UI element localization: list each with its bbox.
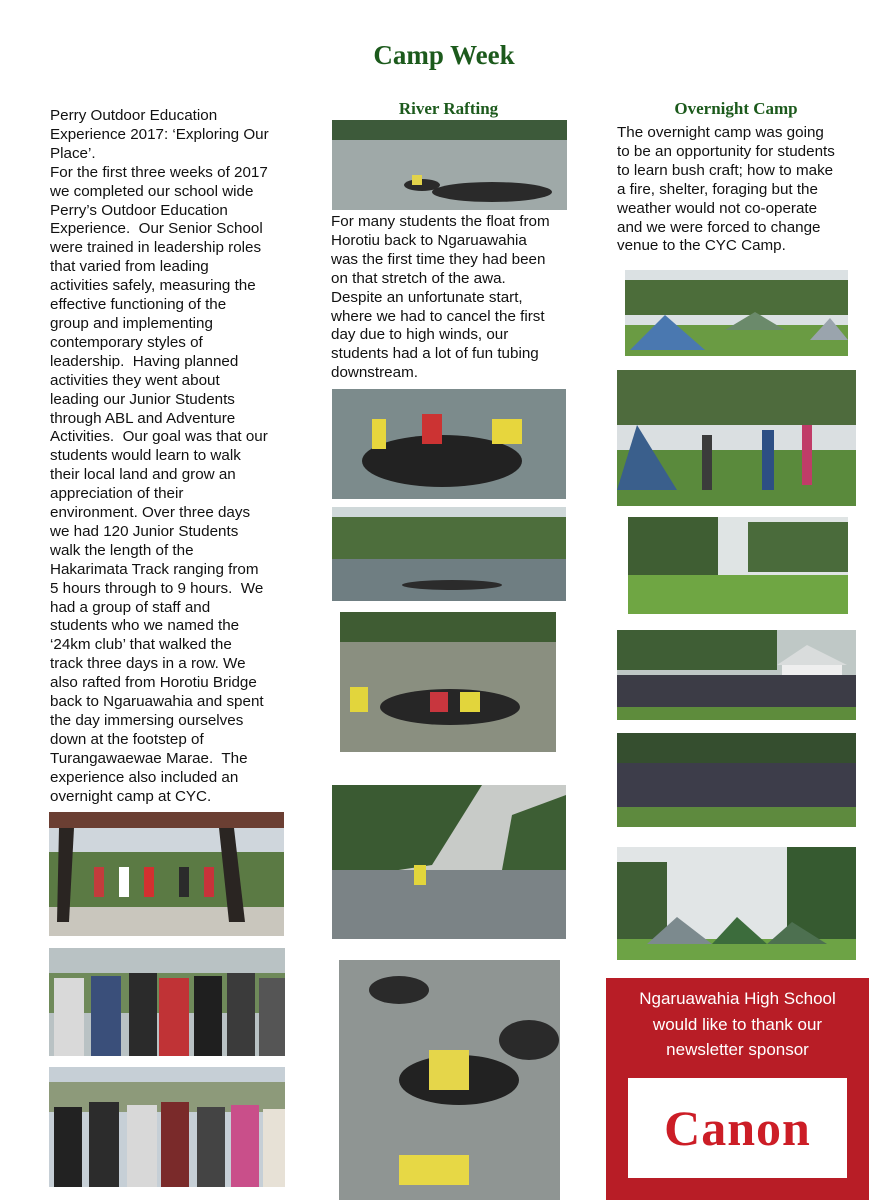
photo-camp-field-students [617,370,856,506]
photo-river-float-1 [332,120,567,210]
canon-logo: Canon [664,1100,811,1156]
river-rafting-heading: River Rafting [398,99,499,118]
photo-camp-group-house [617,630,856,720]
overnight-camp-text: The overnight camp was going to be an opportunity for students to learn bush craft; how to make a fire, shelter, foraging but the weather would not co-operate and we were forced to change venue to the CYC Camp. [617,124,835,255]
photo-students-lookout [49,1067,285,1187]
photo-students-group-bush [49,948,285,1056]
photo-river-tubing-2 [340,612,556,752]
photo-camp-large-group [617,733,856,827]
photo-group-at-gateway [49,812,284,936]
photo-river-wide-1 [332,507,566,601]
sponsor-logo-box [628,1078,847,1178]
overnight-camp-heading: Overnight Camp [674,99,798,118]
sponsor-text: Ngaruawahia High School would like to thank our newsletter sponsor [639,989,836,1059]
intro-text: Perry Outdoor Education Experience 2017: ‘Exploring Our Place’. For the first three weeks of 2017 we completed our school wide Perry’s Outdoor Education Experience. Our Senior School were trained in leadership roles that varied from leading activities safely, measuring the effective functioning of the group and implementing contemporary styles of leadership. Having planned activities they went about leading our Junior Students through ABL and Adventure Activities. Our goal was that our students would learn to walk their local land and grow an appreciation of their environment. Over three days we had 120 Junior Students walk the length of the Hakarimata Track ranging from 5 hours through to 9 hours. We had a group of staff and students who we named the ‘24km club’ that walked the track three days in a row. We also rafted from Horotiu Bridge back to Ngaruawahia and spent the day immersing ourselves down at the footstep of Turangawaewae Marae. The experience also included an overnight camp at CYC. [50,107,269,805]
photo-river-tubing-group [332,389,566,499]
photo-camp-tents-1 [625,270,848,356]
photo-camp-field-walk [628,517,848,614]
photo-river-tubing-closeup [339,960,560,1200]
photo-camp-tents-field [617,847,856,960]
river-rafting-text: For many students the float from Horotiu back to Ngaruawahia was the first time they had been on that stretch of the awa. Despite an unfortunate start, where we had to cancel the first day due to high winds, our students had a lot of fun tubing downstream. [331,213,550,382]
page-title: Camp Week [373,40,515,70]
photo-river-trees [332,785,566,939]
sponsor-panel [606,978,869,1200]
